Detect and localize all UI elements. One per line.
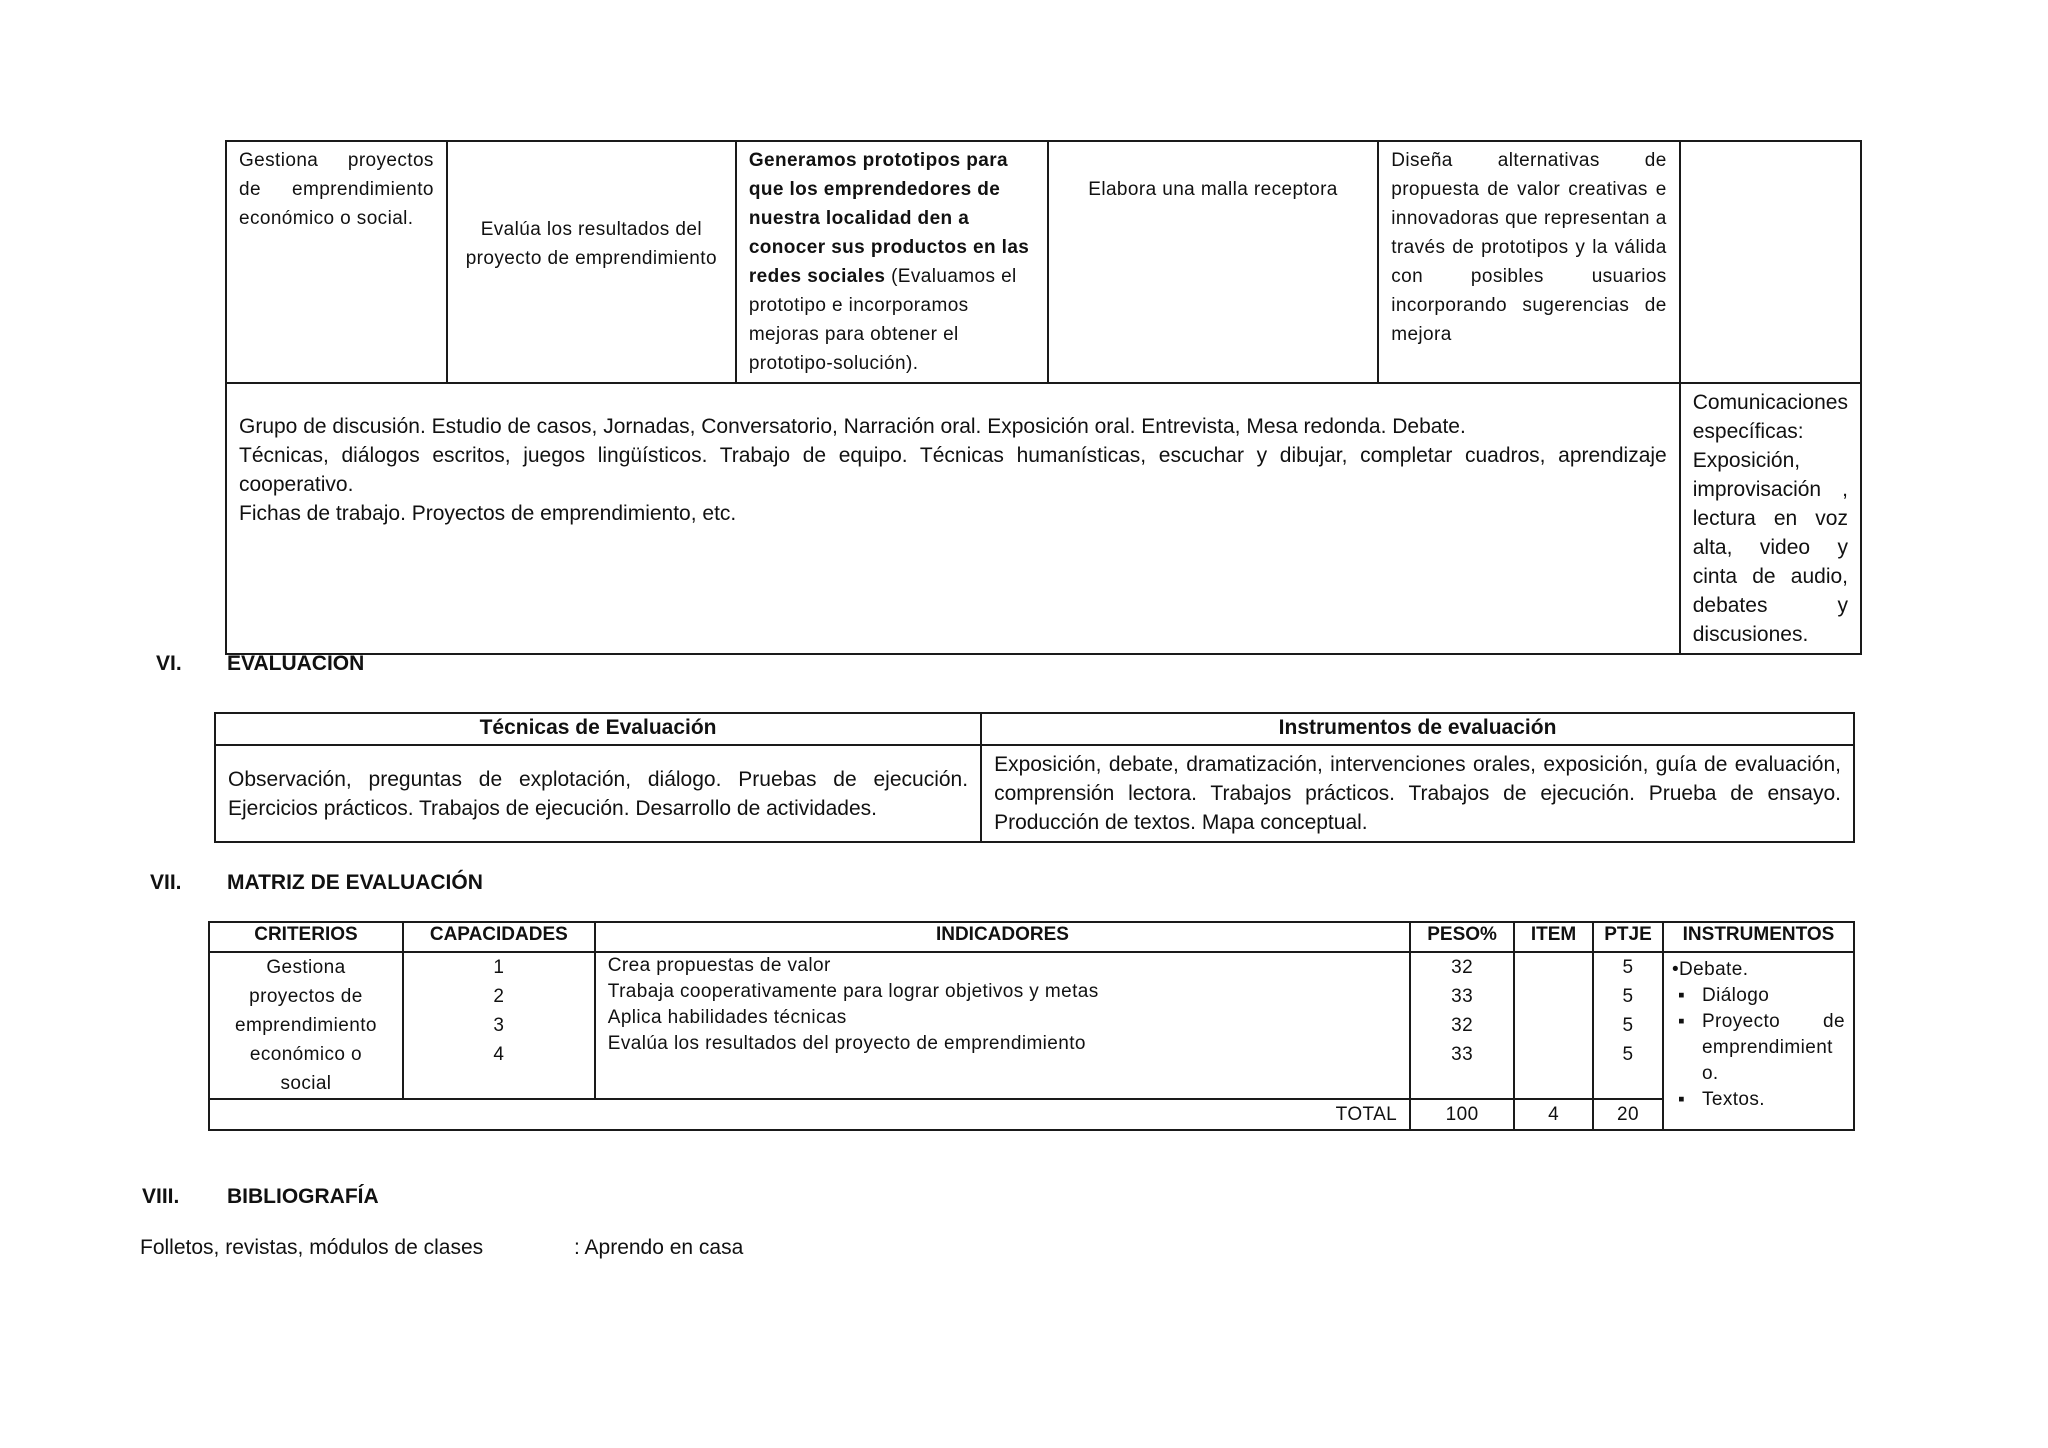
indicador: Crea propuestas de valor [607, 955, 831, 976]
section-title: BIBLIOGRAFÍA [227, 1185, 379, 1208]
producto-cell: Elabora una malla receptora [1048, 141, 1378, 383]
column-header: INSTRUMENTOS [1663, 922, 1854, 952]
total-label: TOTAL [209, 1099, 1410, 1130]
capacidad-number: 1 [493, 957, 505, 978]
ptje-value: 5 [1622, 957, 1634, 978]
indicadores-cell [595, 952, 1410, 1099]
column-header: Técnicas de Evaluación [215, 713, 981, 745]
capacidad-cell: Evalúa los resultados del proyecto de emprendimiento [447, 141, 736, 383]
peso-value: 33 [1451, 986, 1474, 1007]
actividad-detail: (Evaluamos el prototipo e incorporamos mejoras para obtener el prototipo-solución). [748, 266, 1017, 374]
section-number: VI. [156, 652, 182, 675]
table-row [215, 745, 1854, 842]
list-item: •Debate. [1671, 959, 1749, 980]
column-header: PESO% [1410, 922, 1514, 952]
table-header-row [215, 713, 1854, 745]
instrumentos-cell: Exposición, debate, dramatización, intervenciones orales, exposición, guía de evaluación, comprensión lectora. Trabajos prácticos. Trabajos de ejecución. Prueba de ensayo. Producción de textos. Mapa conceptual. [981, 745, 1854, 842]
peso-cell [1410, 952, 1514, 1099]
column-header: Instrumentos de evaluación [981, 713, 1854, 745]
evaluation-table [214, 712, 1855, 843]
section-title: MATRIZ DE EVALUACIÓN [227, 871, 483, 894]
criterio-cell: Gestiona proyectos de emprendimiento económico o social. [226, 141, 447, 383]
peso-value: 32 [1451, 957, 1474, 978]
list-item: ▪ Textos. [1672, 1087, 1845, 1113]
ptje-value: 5 [1622, 1044, 1634, 1065]
total-item: 4 [1514, 1099, 1593, 1130]
actividad-title: Generamos prototipos para que los emprendedores de nuestra localidad den a conocer sus productos en las redes sociales [748, 150, 1030, 287]
bibliography-label: Folletos, revistas, módulos de clases [140, 1236, 484, 1259]
table-header-row [209, 922, 1854, 952]
criterio-line: social [280, 1073, 332, 1094]
criterio-cell [209, 952, 403, 1099]
section-number: VIII. [142, 1185, 180, 1208]
capacidad-number: 2 [493, 986, 505, 1007]
capacidades-cell [403, 952, 595, 1099]
ptje-value: 5 [1622, 986, 1634, 1007]
column-header: INDICADORES [595, 922, 1410, 952]
total-peso: 100 [1410, 1099, 1514, 1130]
comunicaciones-title: Comunicaciones específicas: [1692, 391, 1848, 443]
table-row [226, 141, 1861, 383]
estrategias-cell [226, 383, 1680, 654]
capacidad-number: 4 [493, 1044, 505, 1065]
evaluation-matrix-table [208, 921, 1855, 1131]
capacidad-number: 3 [493, 1015, 505, 1036]
estrategia-line: Fichas de trabajo. Proyectos de emprendimiento, etc. [239, 502, 737, 525]
comunicaciones-text: Exposición, improvisación , lectura en voz alta, video y cinta de audio, debates y discusiones. [1692, 449, 1848, 646]
competencies-table [225, 140, 1862, 655]
tecnicas-cell: Observación, preguntas de explotación, diálogo. Pruebas de ejecución. Ejercicios prácticos. Trabajos de ejecución. Desarrollo de actividades. [215, 745, 981, 842]
section-title: EVALUACION [227, 652, 365, 675]
list-item: ▪ Proyecto de emprendimient o. [1672, 1009, 1845, 1087]
estrategia-line: Técnicas, diálogos escritos, juegos lingüísticos. Trabajo de equipo. Técnicas humanísticas, escuchar y dibujar, completar cuadros, aprendizaje cooperativo. [239, 444, 1667, 496]
criterio-line: Gestiona [266, 957, 346, 978]
peso-value: 32 [1451, 1015, 1474, 1036]
comunicaciones-cell [1680, 383, 1861, 654]
column-header: ITEM [1514, 922, 1593, 952]
instrumentos-list [1672, 957, 1845, 1113]
instrumentos-cell [1663, 952, 1854, 1130]
criterio-line: proyectos de [249, 986, 363, 1007]
estrategia-line: Grupo de discusión. Estudio de casos, Jornadas, Conversatorio, Narración oral. Exposición oral. Entrevista, Mesa redonda. Debate. [239, 415, 1466, 438]
desempeno-cell: Diseña alternativas de propuesta de valor creativas e innovadoras que representan a través de prototipos y la válida con posibles usuarios incorporando sugerencias de mejora [1378, 141, 1679, 383]
total-ptje: 20 [1593, 1099, 1663, 1130]
column-header: CAPACIDADES [403, 922, 595, 952]
indicador: Evalúa los resultados del proyecto de emprendimiento [607, 1033, 1086, 1054]
item-cell [1514, 952, 1593, 1099]
indicador: Aplica habilidades técnicas [607, 1007, 847, 1028]
ptje-cell [1593, 952, 1663, 1099]
criterio-line: emprendimiento [235, 1015, 377, 1036]
total-row [209, 1099, 1854, 1130]
criterio-line: económico o [249, 1044, 363, 1065]
indicador: Trabaja cooperativamente para lograr objetivos y metas [607, 981, 1099, 1002]
section-number: VII. [150, 871, 182, 894]
empty-cell [1680, 141, 1861, 383]
bibliography-value: : Aprendo en casa [574, 1236, 744, 1259]
column-header: PTJE [1593, 922, 1663, 952]
bibliography-entry [140, 1236, 744, 1260]
table-row [226, 383, 1861, 654]
table-row [209, 952, 1854, 1099]
column-header: CRITERIOS [209, 922, 403, 952]
list-item: ▪ Diálogo [1672, 983, 1845, 1009]
actividad-cell [736, 141, 1048, 383]
ptje-value: 5 [1622, 1015, 1634, 1036]
peso-value: 33 [1451, 1044, 1474, 1065]
